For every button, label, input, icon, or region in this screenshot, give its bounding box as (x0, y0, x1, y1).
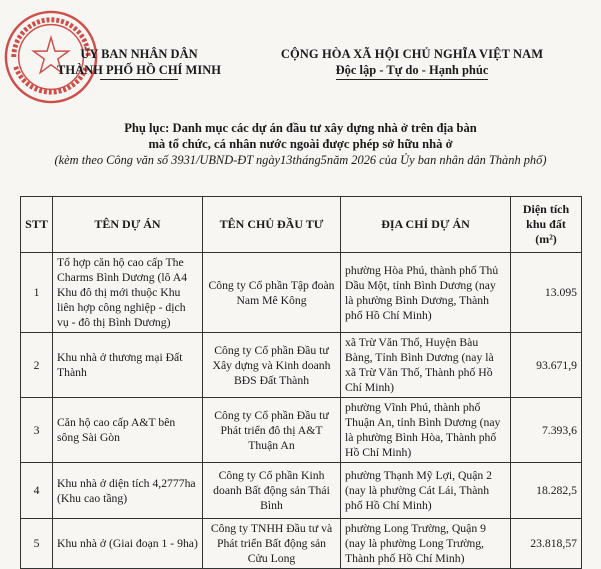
country-name: CỘNG HÒA XÃ HỘI CHỦ NGHĨA VIỆT NAM (280, 47, 544, 61)
cell-investor: Công ty Cổ phần Kinh doanh Bất động sản Thái Bình (203, 463, 341, 519)
title-line-1: Phụ lục: Danh mục các dự án đầu tư xây dựng nhà ở trên địa bàn (124, 121, 477, 135)
cell-address: phường Thạnh Mỹ Lợi, Quận 2 (nay là phường Cát Lái, Thành phố Hồ Chí Minh) (341, 463, 511, 519)
cell-stt: 5 (21, 519, 53, 569)
table-row (21, 333, 582, 398)
header-stt: STT (21, 197, 53, 253)
issuing-agency (44, 46, 234, 78)
national-motto (262, 46, 562, 80)
cell-investor: Công ty Cổ phần Đầu tư Phát triển đô thị A&T Thuận An (203, 398, 341, 463)
header-investor: TÊN CHỦ ĐẦU TƯ (203, 197, 341, 253)
cell-address: phường Hòa Phú, thành phố Thủ Dầu Một, tỉnh Bình Dương (nay là phường Bình Dương, Thành phố Hồ Chí Minh) (341, 253, 511, 333)
cell-area: 18.282,5 (511, 463, 582, 519)
cell-project-name: Tổ hợp căn hộ cao cấp The Charms Bình Dương (lô A4 Khu đô thị mới thuộc Khu liên hợp công nghiệp - dịch vụ - đô thị Bình Dương) (53, 253, 203, 333)
header-project-name: TÊN DỰ ÁN (53, 197, 203, 253)
cell-address: xã Trừ Văn Thố, Huyện Bàu Bàng, Tỉnh Bình Dương (nay là xã Trừ Văn Thố, Thành phố Hồ Chí Minh) (341, 333, 511, 398)
cell-stt: 1 (21, 253, 53, 333)
cell-project-name: Khu nhà ở (Giai đoạn 1 - 9ha) (53, 519, 203, 569)
agency-line-1: ỦY BAN NHÂN DÂN (80, 47, 198, 61)
cell-project-name: Căn hộ cao cấp A&T bên sông Sài Gòn (53, 398, 203, 463)
document-header (0, 40, 601, 80)
agency-line-2: THÀNH PHỐ HỒ CHÍ MINH (57, 63, 221, 77)
header-address: ĐỊA CHỈ DỰ ÁN (341, 197, 511, 253)
motto-line: Độc lập - Tự do - Hạnh phúc (336, 62, 489, 80)
cell-area: 93.671,9 (511, 333, 582, 398)
table-row (21, 463, 582, 519)
cell-stt: 4 (21, 463, 53, 519)
cell-investor: Công ty Cổ phần Tập đoàn Nam Mê Kông (203, 253, 341, 333)
cell-investor: Công ty Cổ phần Đầu tư Xây dựng và Kinh doanh BĐS Đất Thành (203, 333, 341, 398)
cell-project-name: Khu nhà ở thương mại Đất Thành (53, 333, 203, 398)
table-row (21, 398, 582, 463)
cell-area: 13.095 (511, 253, 582, 333)
table-row (21, 253, 582, 333)
agency-underline (100, 79, 178, 80)
project-table (20, 196, 582, 569)
cell-investor: Công ty TNHH Đầu tư và Phát triển Bất động sản Cửu Long (203, 519, 341, 569)
table-row (21, 519, 582, 569)
cell-area: 7.393,6 (511, 398, 582, 463)
cell-stt: 3 (21, 398, 53, 463)
cell-address: phường Vĩnh Phú, thành phố Thuận An, tỉnh Bình Dương (nay là phường Bình Hòa, Thành phố Hồ Chí Minh) (341, 398, 511, 463)
document-title (0, 120, 601, 168)
table-header-row (21, 197, 582, 253)
cell-area: 23.818,57 (511, 519, 582, 569)
cell-project-name: Khu nhà ở diện tích 4,2777ha (Khu cao tầng) (53, 463, 203, 519)
cell-address: phường Long Trường, Quận 9 (nay là phường Long Trường, Thành phố Hồ Chí Minh) (341, 519, 511, 569)
title-line-2: mà tổ chức, cá nhân nước ngoài được phép sở hữu nhà ở (148, 137, 453, 151)
header-area: Diện tích khu đất (m²) (511, 197, 582, 253)
title-reference: (kèm theo Công văn số 3931/UBND-ĐT ngày13tháng5năm 2026 của Ủy ban nhân dân Thành phố) (54, 153, 547, 167)
cell-stt: 2 (21, 333, 53, 398)
